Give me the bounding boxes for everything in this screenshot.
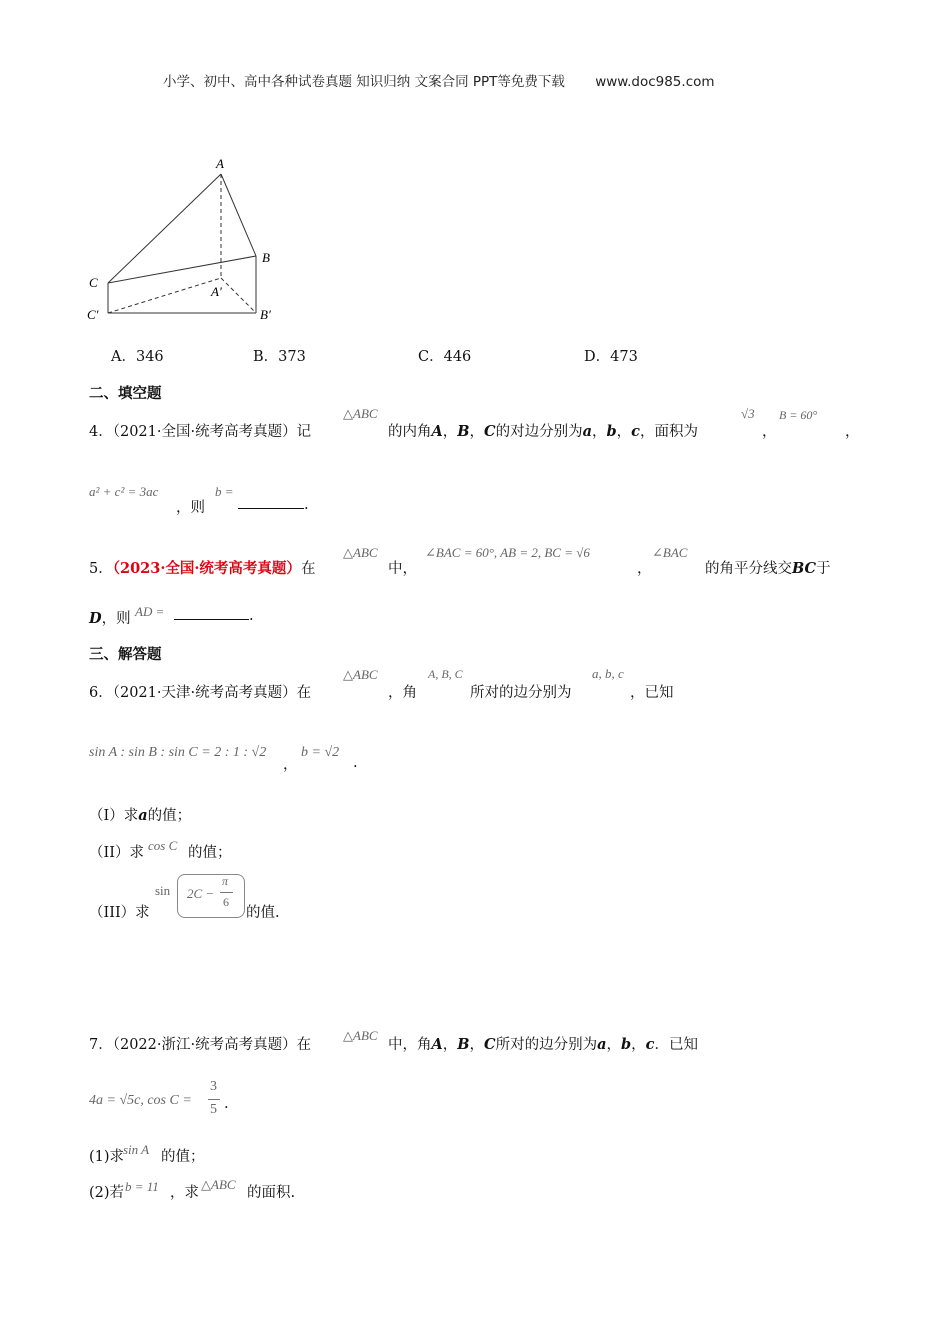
q5-comma: ，: [637, 561, 652, 577]
header-text: 小学、初中、高中各种试卷真题 知识归纳 文案合同 PPT等免费下载: [163, 74, 565, 90]
q6-part3-six: 6: [223, 895, 229, 909]
q6-part3-inner: 2C −: [187, 886, 215, 901]
q6-period: .: [353, 755, 358, 771]
edge-CB: [108, 256, 256, 283]
q6-angles: A, B, C: [428, 667, 463, 681]
section-answer-title: 三、解答题: [89, 647, 162, 663]
q7-condition: 4a = √5c, cos C =: [89, 1093, 192, 1108]
q6-line1: 6．（2021·天津·统考高考真题）在: [89, 685, 312, 701]
q6-angle-word: ，角: [388, 685, 417, 701]
q6-part3-pi: π: [222, 874, 229, 888]
q7-part2-cond: b = 11: [125, 1179, 159, 1194]
q6-triangle: △ABC: [343, 667, 378, 682]
label-B: B: [262, 250, 270, 265]
q4-line1b: 的内角A，B，C的对边分别为a，b，c，面积为: [388, 423, 698, 440]
q6-b-value: b = √2: [301, 745, 340, 760]
q5-angle: ∠BAC: [652, 545, 688, 560]
q5-answer: .: [174, 607, 254, 624]
q6-sides-text: 所对的边分别为: [470, 685, 572, 701]
q6-known: ，已知: [630, 685, 674, 701]
q7-part2-triangle: △ABC: [201, 1177, 236, 1192]
label-B-prime: B′: [260, 307, 271, 322]
q5-ad-equals: AD =: [135, 604, 165, 619]
edge-C1A1-hidden: [108, 278, 221, 313]
q6-part3-fraction-bar: [220, 892, 233, 893]
q4-then: ，则: [176, 500, 205, 516]
page-header: [163, 70, 715, 90]
q4-triangle: △ABC: [343, 406, 378, 421]
q7-part1-label: (1)求: [89, 1149, 125, 1165]
q6-part2-expr: cos C: [148, 838, 178, 853]
q4-b60: B = 60°: [779, 408, 818, 422]
q5-triangle: △ABC: [343, 545, 378, 560]
q6-part3-sin: sin: [155, 883, 171, 898]
q7-part1-end: 的值；: [161, 1149, 205, 1165]
q6-part2-label: （II）求: [89, 845, 144, 861]
header-url: www.doc985.com: [595, 74, 715, 90]
option-a: A．346: [111, 349, 164, 365]
label-A-prime: A′: [211, 284, 222, 299]
q4-blank[interactable]: [238, 496, 304, 509]
edge-AB: [221, 174, 256, 256]
edge-AC: [108, 174, 221, 283]
q7-part1-expr: sin A: [123, 1142, 150, 1157]
option-b: B．373: [253, 349, 306, 365]
q5-blank[interactable]: [174, 607, 249, 620]
q7-fraction-bar: [208, 1099, 220, 1100]
q4-comma2: ，: [845, 424, 860, 440]
q7-part2-mid: ，求: [170, 1185, 199, 1201]
q7-part2-end: 的面积.: [247, 1185, 296, 1201]
q6-comma: ，: [283, 757, 298, 773]
q4-answer: .: [238, 496, 309, 513]
q5-condition: ∠BAC = 60°, AB = 2, BC = √6: [425, 545, 590, 560]
q7-part2-label: (2)若: [89, 1185, 125, 1201]
q7-line1b: 中，角A，B，C所对的边分别为a，b，c．已知: [388, 1036, 698, 1053]
option-c: C．446: [418, 349, 472, 365]
q4-b-equals: b =: [215, 484, 234, 499]
label-A: A: [216, 156, 224, 171]
q6-sides: a, b, c: [592, 666, 624, 681]
q7-line1: 7．（2022·浙江·统考高考真题）在: [89, 1037, 312, 1053]
q6-part2-end: 的值；: [188, 845, 232, 861]
q5-line1b: 的角平分线交BC于: [705, 560, 831, 577]
q7-period: .: [224, 1096, 229, 1112]
option-d: D．473: [584, 349, 638, 365]
section-fill-in-title: 二、填空题: [89, 386, 162, 402]
q6-part3-end: 的值.: [246, 905, 280, 921]
q5-line2: D，则: [89, 610, 131, 627]
prism-figure: [80, 150, 280, 330]
q7-triangle: △ABC: [343, 1028, 378, 1043]
q5-line1: 5．（2023·全国·统考高考真题）在: [89, 560, 316, 577]
label-C-prime: C′: [87, 307, 99, 322]
q4-line1: 4．（2021·全国·统考高考真题）记: [89, 424, 312, 440]
q4-comma1: ，: [762, 424, 777, 440]
q5-mid: 中，: [388, 561, 417, 577]
q4-equation: a² + c² = 3ac: [89, 484, 159, 499]
q6-ratio: sin A : sin B : sin C = 2 : 1 : √2: [89, 745, 267, 760]
q6-part3-label: （III）求: [89, 905, 150, 921]
edge-A1B1-hidden: [221, 278, 256, 313]
q7-frac-den: 5: [210, 1102, 217, 1117]
q6-part1: （I）求a的值；: [89, 807, 192, 824]
q7-frac-num: 3: [210, 1079, 217, 1094]
label-C: C: [89, 275, 98, 290]
q4-sqrt3: √3: [741, 406, 755, 421]
